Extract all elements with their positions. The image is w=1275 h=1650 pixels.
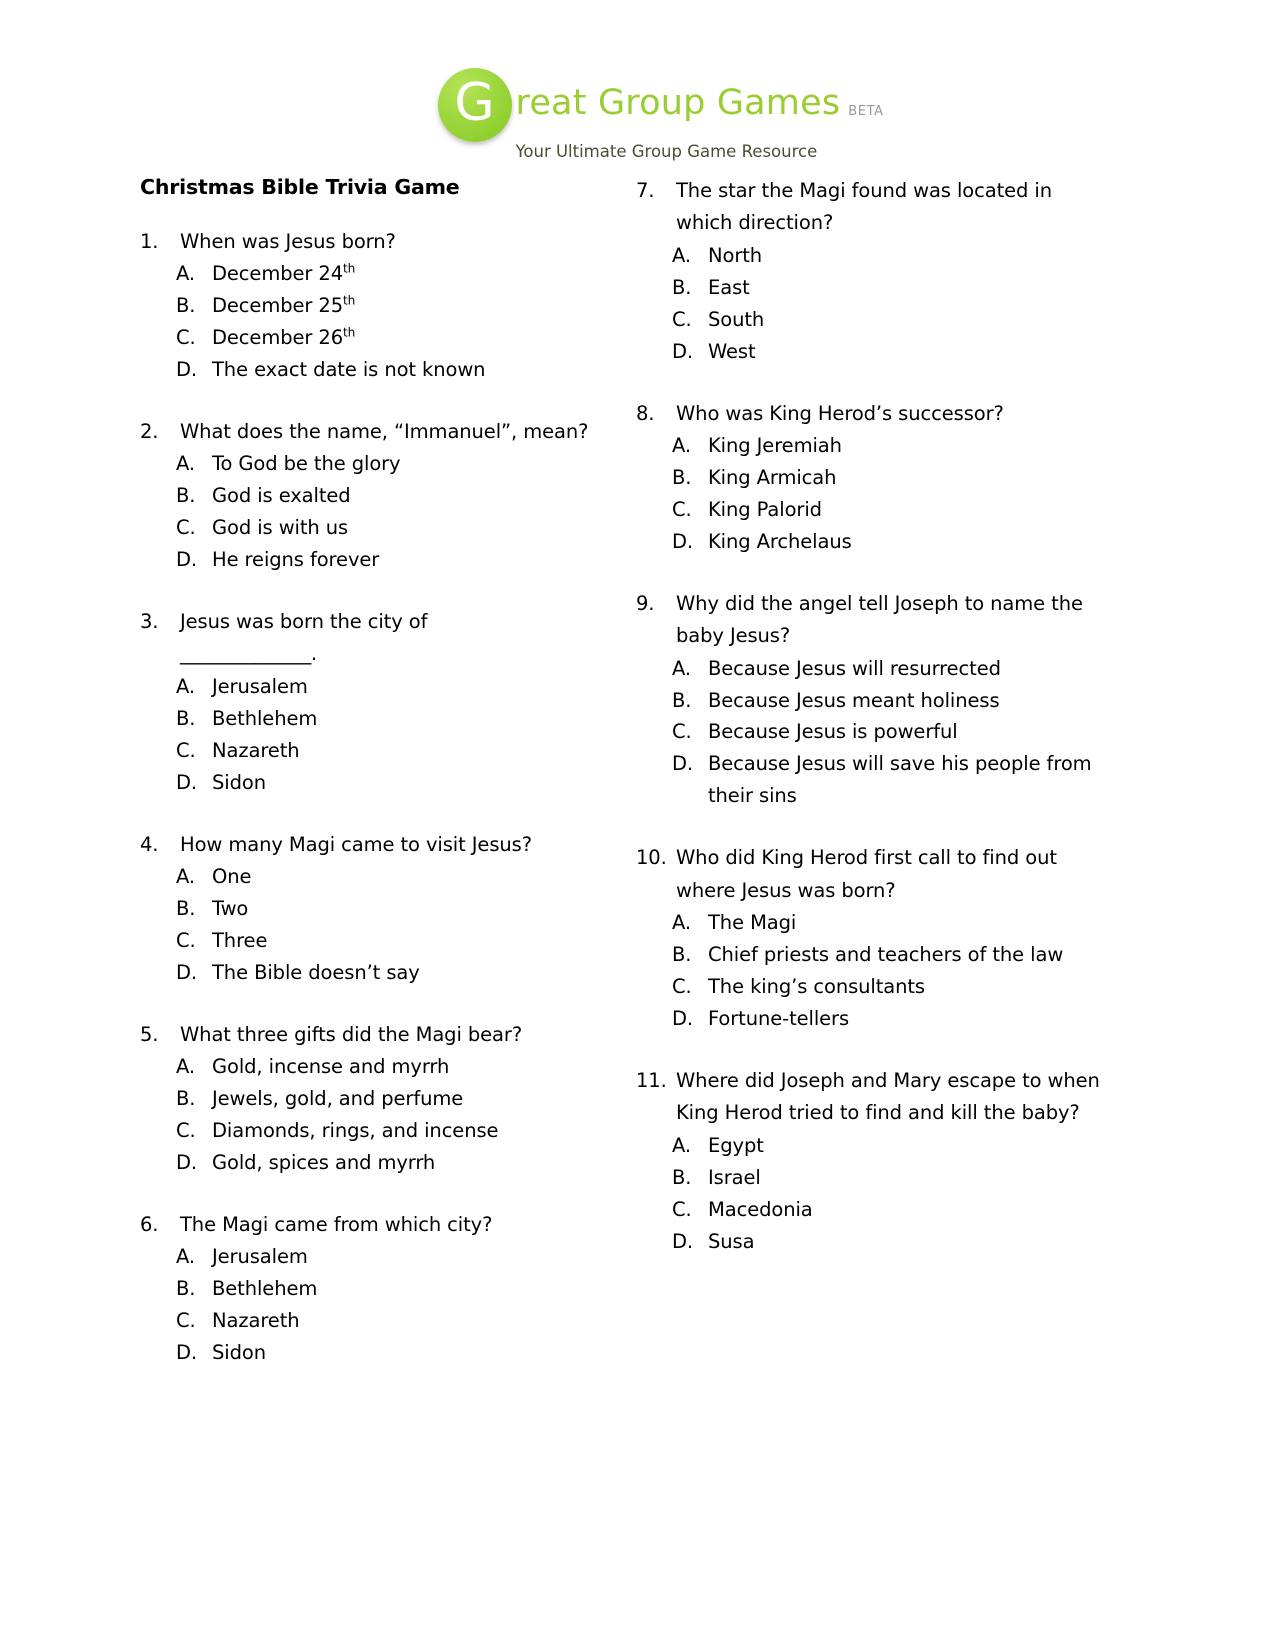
question-number: 7. — [636, 179, 655, 202]
option-item[interactable] — [636, 494, 1106, 526]
question-line — [636, 398, 1106, 430]
option-list — [636, 1130, 1106, 1258]
option-text: Gold, incense and myrrh — [212, 1055, 450, 1079]
question-line — [140, 416, 630, 448]
option-item[interactable] — [140, 258, 630, 290]
option-letter: B. — [176, 293, 196, 317]
logo-letter-g: G — [454, 73, 495, 133]
option-text: The king’s consultants — [708, 975, 925, 999]
option-text: Jerusalem — [212, 674, 308, 698]
question-number: 2. — [140, 419, 159, 443]
question-number: 9. — [636, 591, 655, 615]
option-item[interactable] — [140, 925, 630, 957]
option-list — [140, 1051, 630, 1179]
option-text: King Jeremiah — [708, 433, 842, 457]
option-letter: A. — [176, 261, 195, 285]
question-block — [636, 842, 1106, 1035]
option-text: Because Jesus is powerful — [708, 720, 958, 744]
option-item[interactable] — [636, 272, 1106, 304]
option-item[interactable] — [636, 907, 1106, 939]
question-text: Why did the angel tell Joseph to name the baby Jesus? — [676, 591, 1083, 648]
option-list — [140, 258, 630, 386]
option-item[interactable] — [636, 1003, 1106, 1035]
question-text: Where did Joseph and Mary escape to when King Herod tried to find and kill the baby? — [676, 1068, 1100, 1125]
question-line — [140, 829, 630, 861]
option-letter: C. — [176, 325, 196, 349]
right-question-list — [636, 175, 1106, 1258]
option-text: Fortune-tellers — [708, 1007, 850, 1031]
option-text: God is exalted — [212, 484, 351, 508]
option-letter: B. — [672, 943, 692, 967]
option-item[interactable] — [636, 1162, 1106, 1194]
option-item[interactable] — [140, 1337, 630, 1369]
option-item[interactable] — [636, 240, 1106, 272]
question-line — [636, 1065, 1106, 1130]
option-item[interactable] — [140, 448, 630, 480]
left-question-list — [140, 226, 630, 1370]
right-column — [636, 175, 1106, 1288]
option-letter: A. — [176, 1055, 195, 1079]
question-line — [140, 606, 630, 638]
option-text: Because Jesus meant holiness — [708, 688, 1000, 712]
option-item[interactable] — [140, 512, 630, 544]
question-block — [140, 1209, 630, 1369]
option-letter: A. — [672, 1133, 691, 1157]
option-letter: D. — [176, 960, 198, 984]
question-number: 5. — [140, 1022, 159, 1046]
ordinal-suffix: th — [343, 261, 356, 276]
option-item[interactable] — [140, 1147, 630, 1179]
option-text: Because Jesus will resurrected — [708, 656, 1001, 680]
question-line — [636, 842, 1106, 907]
option-item[interactable] — [636, 1130, 1106, 1162]
logo-row — [438, 72, 884, 134]
question-line — [636, 175, 1106, 240]
question-block — [140, 606, 630, 799]
option-letter: D. — [672, 752, 694, 776]
ordinal-suffix: th — [343, 293, 356, 308]
option-item[interactable] — [636, 685, 1106, 717]
question-text: The Magi came from which city? — [180, 1213, 493, 1237]
question-number: 8. — [636, 401, 655, 425]
option-item[interactable] — [140, 957, 630, 989]
question-block — [140, 226, 630, 386]
option-item[interactable] — [140, 1051, 630, 1083]
option-letter: A. — [176, 452, 195, 476]
question-line — [636, 588, 1106, 653]
option-item[interactable] — [140, 703, 630, 735]
option-letter: A. — [176, 865, 195, 889]
option-letter: A. — [672, 911, 691, 935]
option-text: Israel — [708, 1165, 761, 1189]
option-item[interactable] — [140, 1115, 630, 1147]
option-text: King Archelaus — [708, 529, 852, 553]
option-item[interactable] — [636, 304, 1106, 336]
logo-tagline: Your Ultimate Group Game Resource — [515, 142, 818, 161]
option-text: Chief priests and teachers of the law — [708, 943, 1064, 967]
option-text: East — [708, 275, 750, 299]
option-item[interactable] — [140, 544, 630, 576]
option-item[interactable] — [140, 735, 630, 767]
option-text: Because Jesus will save his people from their sins — [708, 752, 1092, 808]
option-letter: D. — [672, 1229, 694, 1253]
option-letter: A. — [176, 1245, 195, 1269]
option-item[interactable] — [140, 893, 630, 925]
option-letter: D. — [176, 1151, 198, 1175]
option-letter: C. — [672, 1197, 692, 1221]
option-list — [140, 1241, 630, 1369]
option-list — [140, 448, 630, 576]
question-text: When was Jesus born? — [180, 229, 396, 253]
option-item[interactable] — [140, 322, 630, 354]
option-list — [636, 240, 1106, 368]
option-item[interactable] — [636, 462, 1106, 494]
option-letter: A. — [176, 674, 195, 698]
option-item[interactable] — [636, 430, 1106, 462]
option-text: December 26th — [212, 325, 356, 349]
question-number: 1. — [140, 229, 159, 253]
option-item[interactable] — [636, 971, 1106, 1003]
option-text: King Palorid — [708, 497, 822, 521]
option-item[interactable] — [140, 1241, 630, 1273]
option-text: Diamonds, rings, and incense — [212, 1119, 499, 1143]
option-text: Bethlehem — [212, 706, 318, 730]
question-text: What does the name, “Immanuel”, mean? — [180, 419, 589, 443]
question-line — [140, 1209, 630, 1241]
question-block — [140, 416, 630, 576]
option-text: Two — [212, 896, 249, 920]
option-letter: C. — [176, 516, 196, 540]
option-item[interactable] — [140, 767, 630, 799]
option-item[interactable] — [140, 290, 630, 322]
option-letter: B. — [672, 465, 692, 489]
option-letter: D. — [176, 1341, 198, 1365]
option-text: The exact date is not known — [212, 357, 486, 381]
question-line — [140, 226, 630, 258]
option-letter: C. — [176, 928, 196, 952]
option-letter: A. — [672, 656, 691, 680]
option-text: He reigns forever — [212, 548, 380, 572]
option-item[interactable] — [636, 336, 1106, 368]
option-item[interactable] — [636, 653, 1106, 685]
option-item[interactable] — [140, 354, 630, 386]
option-item[interactable] — [636, 1226, 1106, 1258]
option-text: Jerusalem — [212, 1245, 308, 1269]
option-letter: A. — [672, 243, 691, 267]
logo-block — [438, 72, 884, 164]
option-item[interactable] — [140, 480, 630, 512]
option-letter: C. — [176, 1119, 196, 1143]
option-letter: B. — [672, 688, 692, 712]
question-number: 10. — [636, 846, 667, 870]
document-sheet — [0, 175, 1275, 1399]
option-item[interactable] — [140, 1273, 630, 1305]
question-line — [140, 1019, 630, 1051]
option-letter: D. — [672, 529, 694, 553]
option-letter: B. — [176, 484, 196, 508]
option-text: To God be the glory — [212, 452, 401, 476]
option-text: One — [212, 865, 252, 889]
question-number: 6. — [140, 1213, 159, 1237]
site-logo-header — [0, 0, 1275, 164]
option-letter: A. — [672, 433, 691, 457]
question-text: What three gifts did the Magi bear? — [180, 1022, 523, 1046]
option-letter: B. — [672, 275, 692, 299]
page-title: Christmas Bible Trivia Game — [140, 175, 460, 199]
option-letter: D. — [672, 339, 694, 363]
question-block — [140, 829, 630, 989]
option-letter: C. — [176, 1309, 196, 1333]
question-text: Who did King Herod first call to find out where Jesus was born? — [676, 846, 1057, 902]
option-text: Egypt — [708, 1133, 764, 1157]
option-text: Susa — [708, 1229, 755, 1253]
logo-wordmark: reat Group Games — [515, 82, 841, 123]
option-text: Nazareth — [212, 738, 300, 762]
option-text: South — [708, 307, 765, 331]
option-letter: B. — [176, 1087, 196, 1111]
question-block — [636, 1065, 1106, 1258]
option-text: North — [708, 243, 763, 267]
option-text: December 24th — [212, 261, 356, 285]
option-text: December 25th — [212, 293, 356, 317]
option-text: West — [708, 339, 756, 363]
logo-circle-icon — [438, 68, 512, 142]
option-item[interactable] — [140, 1305, 630, 1337]
option-list — [140, 671, 630, 799]
option-item[interactable] — [636, 526, 1106, 558]
two-column-layout — [0, 175, 1275, 1399]
option-text: Nazareth — [212, 1309, 300, 1333]
option-letter: C. — [176, 738, 196, 762]
left-column — [140, 175, 630, 1399]
option-item[interactable] — [140, 671, 630, 703]
option-letter: B. — [176, 1277, 196, 1301]
option-item[interactable] — [636, 1194, 1106, 1226]
question-block — [636, 588, 1106, 813]
beta-badge: BETA — [848, 103, 884, 119]
option-text: King Armicah — [708, 465, 837, 489]
option-text: Gold, spices and myrrh — [212, 1151, 436, 1175]
option-letter: D. — [672, 1007, 694, 1031]
option-text: The Magi — [708, 911, 797, 935]
option-item[interactable] — [140, 1083, 630, 1115]
option-letter: D. — [176, 357, 198, 381]
option-letter: D. — [176, 770, 198, 794]
question-text: Jesus was born the city of — [180, 610, 428, 634]
question-number: 4. — [140, 832, 159, 856]
option-text: Macedonia — [708, 1197, 813, 1221]
option-letter: C. — [672, 307, 692, 331]
question-block — [636, 175, 1106, 368]
option-text: Three — [212, 928, 268, 952]
question-text: The star the Magi found was located in which direction? — [676, 179, 1052, 235]
option-text: Jewels, gold, and perfume — [212, 1087, 464, 1111]
option-list — [140, 861, 630, 989]
option-item[interactable] — [636, 939, 1106, 971]
option-text: God is with us — [212, 516, 349, 540]
option-letter: B. — [672, 1165, 692, 1189]
option-list — [636, 430, 1106, 558]
answer-blank-line[interactable]: ______________. — [180, 642, 317, 666]
option-list — [636, 653, 1106, 813]
option-letter: B. — [176, 706, 196, 730]
option-list — [636, 907, 1106, 1035]
ordinal-suffix: th — [343, 325, 356, 340]
option-letter: C. — [672, 497, 692, 521]
question-text: Who was King Herod’s successor? — [676, 401, 1004, 425]
option-item[interactable] — [636, 716, 1106, 748]
question-text: How many Magi came to visit Jesus? — [180, 832, 532, 856]
option-item[interactable] — [636, 748, 1106, 812]
question-number: 3. — [140, 610, 159, 634]
question-block — [140, 1019, 630, 1179]
option-letter: B. — [176, 896, 196, 920]
option-text: Sidon — [212, 1341, 266, 1365]
option-letter: C. — [672, 975, 692, 999]
question-block — [636, 398, 1106, 558]
option-text: Sidon — [212, 770, 266, 794]
option-text: The Bible doesn’t say — [212, 960, 420, 984]
option-text: Bethlehem — [212, 1277, 318, 1301]
option-letter: D. — [176, 548, 198, 572]
option-letter: C. — [672, 720, 692, 744]
option-item[interactable] — [140, 861, 630, 893]
question-number: 11. — [636, 1068, 667, 1092]
